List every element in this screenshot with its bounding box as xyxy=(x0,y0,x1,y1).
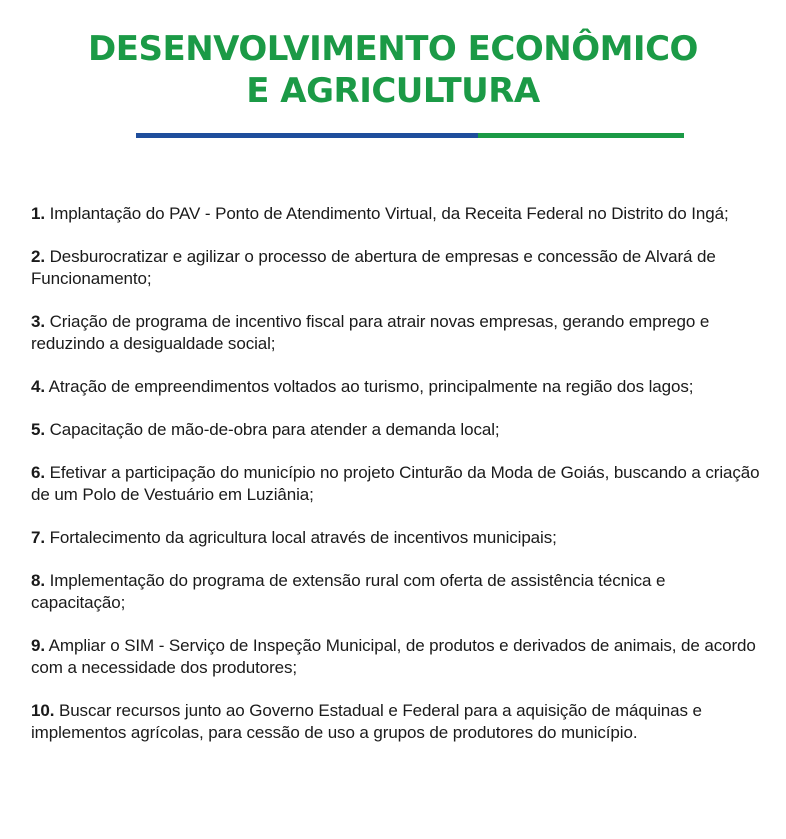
list-item xyxy=(31,527,761,549)
item-text: Capacitação de mão-de-obra para atender a demanda local; xyxy=(49,420,500,439)
list-item xyxy=(31,570,761,614)
item-text: Efetivar a participação do município no projeto Cinturão da Moda de Goiás, buscando a criação de um Polo de Vestuário em Luziânia; xyxy=(31,463,760,504)
item-text: Atração de empreendimentos voltados ao turismo, principalmente na região dos lagos; xyxy=(48,377,694,396)
list-item xyxy=(31,203,761,225)
list-item xyxy=(31,635,761,679)
item-text: Criação de programa de incentivo fiscal para atrair novas empresas, gerando emprego e reduzindo a desigualdade social; xyxy=(31,312,710,353)
title-divider xyxy=(136,133,684,138)
item-number: 6. xyxy=(31,463,45,482)
divider-blue-segment xyxy=(136,133,478,138)
list-item xyxy=(31,462,761,506)
list-item xyxy=(31,376,761,398)
item-text: Implementação do programa de extensão rural com oferta de assistência técnica e capacitação; xyxy=(31,571,666,612)
item-number: 5. xyxy=(31,420,45,439)
item-number: 9. xyxy=(31,636,45,655)
item-number: 1. xyxy=(31,204,45,223)
page-title xyxy=(0,28,786,112)
item-text: Fortalecimento da agricultura local através de incentivos municipais; xyxy=(49,528,557,547)
item-number: 10. xyxy=(31,701,55,720)
item-text: Ampliar o SIM - Serviço de Inspeção Municipal, de produtos e derivados de animais, de acordo com a necessidade dos produtores; xyxy=(31,636,756,677)
item-text: Buscar recursos junto ao Governo Estadual e Federal para a aquisição de máquinas e implementos agrícolas, para cessão de uso a grupos de produtores do município. xyxy=(31,701,702,742)
list-item xyxy=(31,311,761,355)
page-title-line-2: E AGRICULTURA xyxy=(246,71,540,111)
item-text: Implantação do PAV - Ponto de Atendimento Virtual, da Receita Federal no Distrito do Ingá; xyxy=(49,204,729,223)
divider-green-segment xyxy=(478,133,684,138)
list-item xyxy=(31,246,761,290)
item-number: 7. xyxy=(31,528,45,547)
proposal-list xyxy=(31,203,761,765)
item-number: 8. xyxy=(31,571,45,590)
item-number: 2. xyxy=(31,247,45,266)
item-number: 4. xyxy=(31,377,45,396)
item-number: 3. xyxy=(31,312,45,331)
list-item xyxy=(31,700,761,744)
list-item xyxy=(31,419,761,441)
page-title-line-1: DESENVOLVIMENTO ECONÔMICO xyxy=(88,29,698,69)
item-text: Desburocratizar e agilizar o processo de abertura de empresas e concessão de Alvará de Funcionamento; xyxy=(31,247,716,288)
